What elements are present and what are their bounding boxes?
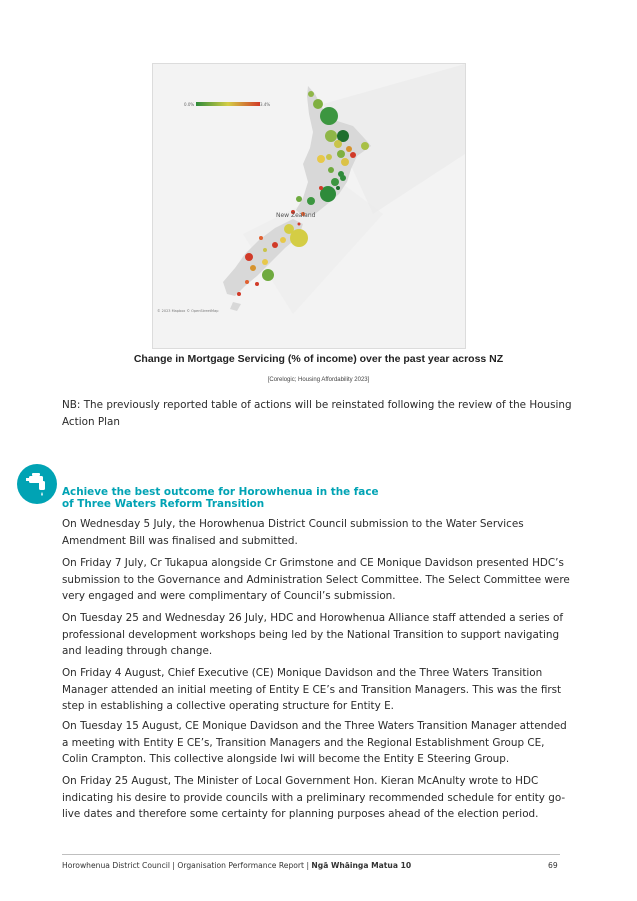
paragraph: On Friday 25 August, The Minister of Local Government Hon. Kieran McAnulty wrote to HDC indicating his desire to provide councils with a preliminary recommended schedule for entity go-live dates and therefore some certainty for planning purposes ahead of the election period.: [62, 775, 566, 820]
region-marker: [296, 196, 302, 202]
footer-title: Ngā Whāinga Matua 10: [311, 861, 412, 870]
region-marker: [262, 269, 274, 281]
section-heading: [62, 486, 482, 510]
region-marker: [308, 91, 314, 97]
section-heading-line2: of Three Waters Reform Transition: [62, 498, 265, 510]
country-label: New Zealand: [276, 212, 316, 219]
region-marker: [336, 186, 340, 190]
page-number: 69: [548, 861, 558, 870]
paragraph: On Tuesday 15 August, CE Monique Davidson and the Three Waters Transition Manager attended a meeting with Entity E CE’s, Transition Managers and the Regional Establishment Group CE, Colin Crampton. This collective alongside Iwi will become the Entity E Steering Group.: [62, 720, 567, 765]
region-marker: [245, 280, 249, 284]
region-marker: [326, 154, 332, 160]
region-marker: [245, 253, 253, 261]
footer-divider: [62, 854, 560, 855]
footer-left: Horowhenua District Council | Organisation Performance Report |: [62, 861, 312, 870]
region-marker: [237, 292, 241, 296]
water-tap-icon: [17, 464, 57, 504]
map-caption: Change in Mortgage Servicing (% of income) over the past year across NZ: [133, 353, 504, 365]
paragraph: On Wednesday 5 July, the Horowhenua District Council submission to the Water Services Amendment Bill was finalised and submitted.: [62, 518, 524, 547]
map-attribution: © 2023 Mapbox © OpenStreetMap: [157, 309, 219, 313]
region-marker: [325, 130, 337, 142]
region-marker: [361, 142, 369, 150]
region-marker: [331, 178, 339, 186]
paragraph: On Tuesday 25 and Wednesday 26 July, HDC and Horowhenua Alliance staff attended a series of professional development workshops being led by the National Transition to support navigating and leading through change.: [62, 612, 563, 657]
region-marker: [280, 237, 286, 243]
paragraph: On Friday 4 August, Chief Executive (CE) Monique Davidson and the Three Waters Transition Manager attended an initial meeting of Entity E CE’s and Transition Managers. This was the first step in establishing a collective operating structure for Entity E.: [62, 667, 562, 712]
nz-map: [153, 64, 465, 348]
region-marker: [259, 236, 263, 240]
region-marker: [328, 167, 334, 173]
region-marker: [255, 282, 259, 286]
region-marker: [298, 223, 301, 226]
region-marker: [346, 146, 352, 152]
region-marker: [319, 186, 323, 190]
region-marker: [334, 140, 342, 148]
map-source: [Corelogic; Housing Affordability 2023]: [267, 377, 370, 383]
region-marker: [307, 197, 315, 205]
region-marker: [290, 229, 308, 247]
footer-text: [62, 861, 411, 870]
stewart-island-shape: [230, 302, 241, 311]
legend-max-label: 3.4%: [260, 102, 271, 107]
region-marker: [250, 265, 256, 271]
region-marker: [341, 158, 349, 166]
legend-min-label: 0.0%: [184, 102, 195, 107]
region-marker: [337, 150, 345, 158]
region-marker: [317, 155, 325, 163]
paragraph: On Friday 7 July, Cr Tukapua alongside Cr Grimstone and CE Monique Davidson presented HDC’s submission to the Governance and Administration Select Committee. The Select Committee were very engaged and were complimentary of Council’s submission.: [62, 557, 570, 602]
nb-note: NB: The previously reported table of actions will be reinstated following the review of the Housing Action Plan: [62, 399, 572, 428]
legend-gradient: [196, 102, 260, 106]
map-figure: [152, 63, 466, 349]
region-marker: [313, 99, 323, 109]
region-marker: [262, 259, 268, 265]
section-heading-line1: Achieve the best outcome for Horowhenua in the face: [62, 486, 379, 498]
region-marker: [320, 107, 338, 125]
region-marker: [263, 248, 267, 252]
region-marker: [340, 175, 346, 181]
region-marker: [272, 242, 278, 248]
region-marker: [350, 152, 356, 158]
